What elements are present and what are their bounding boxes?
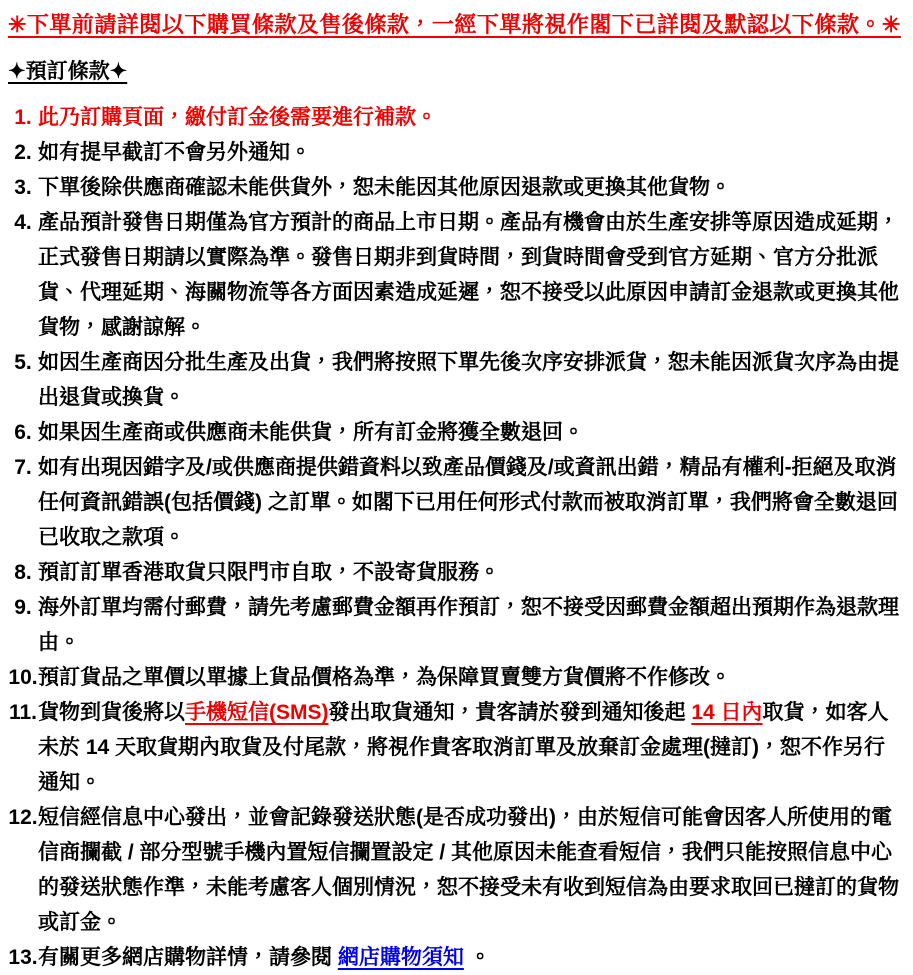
term-text-segment: 有關更多網店購物詳情，請參閱 [38,946,338,969]
term-number: 11. [8,701,38,724]
terms-list [8,100,905,975]
term-number: 7. [14,456,32,479]
term-item [8,450,905,555]
term-number: 12. [8,806,38,829]
term-item [8,170,905,205]
term-text [38,100,905,135]
term-item [8,940,905,975]
term-text-segment: 短信經信息中心發出，並會記錄發送狀態(是否成功發出)，由於短信可能會因客人所使用的電信商攔截 / 部分型號手機內置短信攔置設定 / 其他原因未能查看短信，我們只能按照信息中心的發送狀態作準，未能考慮客人個別情況，恕不接受未有收到短信為由要求取回已撻訂的貨物或訂金。 [38,806,899,934]
term-text-segment: 貨物到貨後將以 [38,701,185,724]
term-text [38,800,905,940]
term-number: 6. [14,421,32,444]
term-text-segment: 海外訂單均需付郵費，請先考慮郵費金額再作預訂，恕不接受因郵費金額超出預期作為退款理由。 [38,596,899,654]
term-number: 2. [14,141,32,164]
term-text-segment: 如果因生產商或供應商未能供貨，所有訂金將獲全數退回。 [38,421,584,444]
term-text-segment: 。 [463,946,491,969]
term-text-segment: 下單後除供應商確認未能供貨外，恕未能因其他原因退款或更換其他貨物。 [38,176,731,199]
store-shopping-notice-link[interactable]: 網店購物須知 [337,946,464,969]
term-text-segment: 發出取貨通知，貴客請於發到通知後起 [328,701,692,724]
term-item [8,800,905,940]
section-title: ✦預訂條款✦ [8,60,128,83]
term-item [8,415,905,450]
term-text-segment: 如有出現因錯字及/或供應商提供錯資料以致產品價錢及/或資訊出錯，精品有權利-拒絕及取消任何資訊錯誤(包括價錢) 之訂單。如閣下已用任何形式付款而被取消訂單，我們將會全數退回已收取之款項。 [38,456,898,549]
term-item [8,660,905,695]
red-emphasis-text: 14 日內 [691,701,763,724]
term-text [38,940,905,975]
term-text [38,660,905,695]
term-item [8,135,905,170]
term-number: 5. [14,351,32,374]
term-item [8,555,905,590]
term-text-segment: 如因生產商因分批生產及出貨，我們將按照下單先後次序安排派貨，恕未能因派貨次序為由提出退貨或換貨。 [38,351,899,409]
term-text-segment: 如有提早截訂不會另外通知。 [38,141,311,164]
term-text [38,695,905,800]
term-text-segment: 此乃訂購頁面，繳付訂金後需要進行補款。 [38,106,437,129]
term-number: 4. [14,211,32,234]
term-item [8,695,905,800]
term-text [38,170,905,205]
term-text [38,345,905,415]
term-number: 8. [14,561,32,584]
term-text-segment: 取貨，如客人未於 14 天取貨期內取貨及付尾款，將視作貴客取消訂單及放棄訂金處理(撻訂)，恕不作另行通知。 [38,701,889,794]
term-text [38,135,905,170]
term-text-segment: 預訂訂單香港取貨只限門市自取，不設寄貨服務。 [38,561,500,584]
red-emphasis-text: 手機短信(SMS) [185,701,329,724]
term-number: 9. [14,596,32,619]
term-text [38,450,905,555]
term-text [38,205,905,345]
warning-header: ✳下單前請詳閱以下購買條款及售後條款，一經下單將視作閣下已詳閱及默認以下條款。✳ [8,12,901,37]
term-number: 3. [14,176,32,199]
term-item [8,345,905,415]
term-item [8,590,905,660]
term-number: 10. [8,666,38,689]
term-text [38,555,905,590]
terms-document [8,10,905,975]
term-text [38,415,905,450]
term-item [8,100,905,135]
term-text [38,590,905,660]
term-text-segment: 產品預計發售日期僅為官方預計的商品上市日期。產品有機會由於生產安排等原因造成延期，正式發售日期請以實際為準。發售日期非到貨時間，到貨時間會受到官方延期、官方分批派貨、代理延期、海關物流等各方面因素造成延遲，恕不接受以此原因申請訂金退款或更換其他貨物，感謝諒解。 [38,211,899,339]
term-item [8,205,905,345]
term-text-segment: 預訂貨品之單價以單據上貨品價格為準，為保障買賣雙方貨價將不作修改。 [38,666,731,689]
term-number: 1. [14,106,32,129]
term-number: 13. [8,946,38,969]
